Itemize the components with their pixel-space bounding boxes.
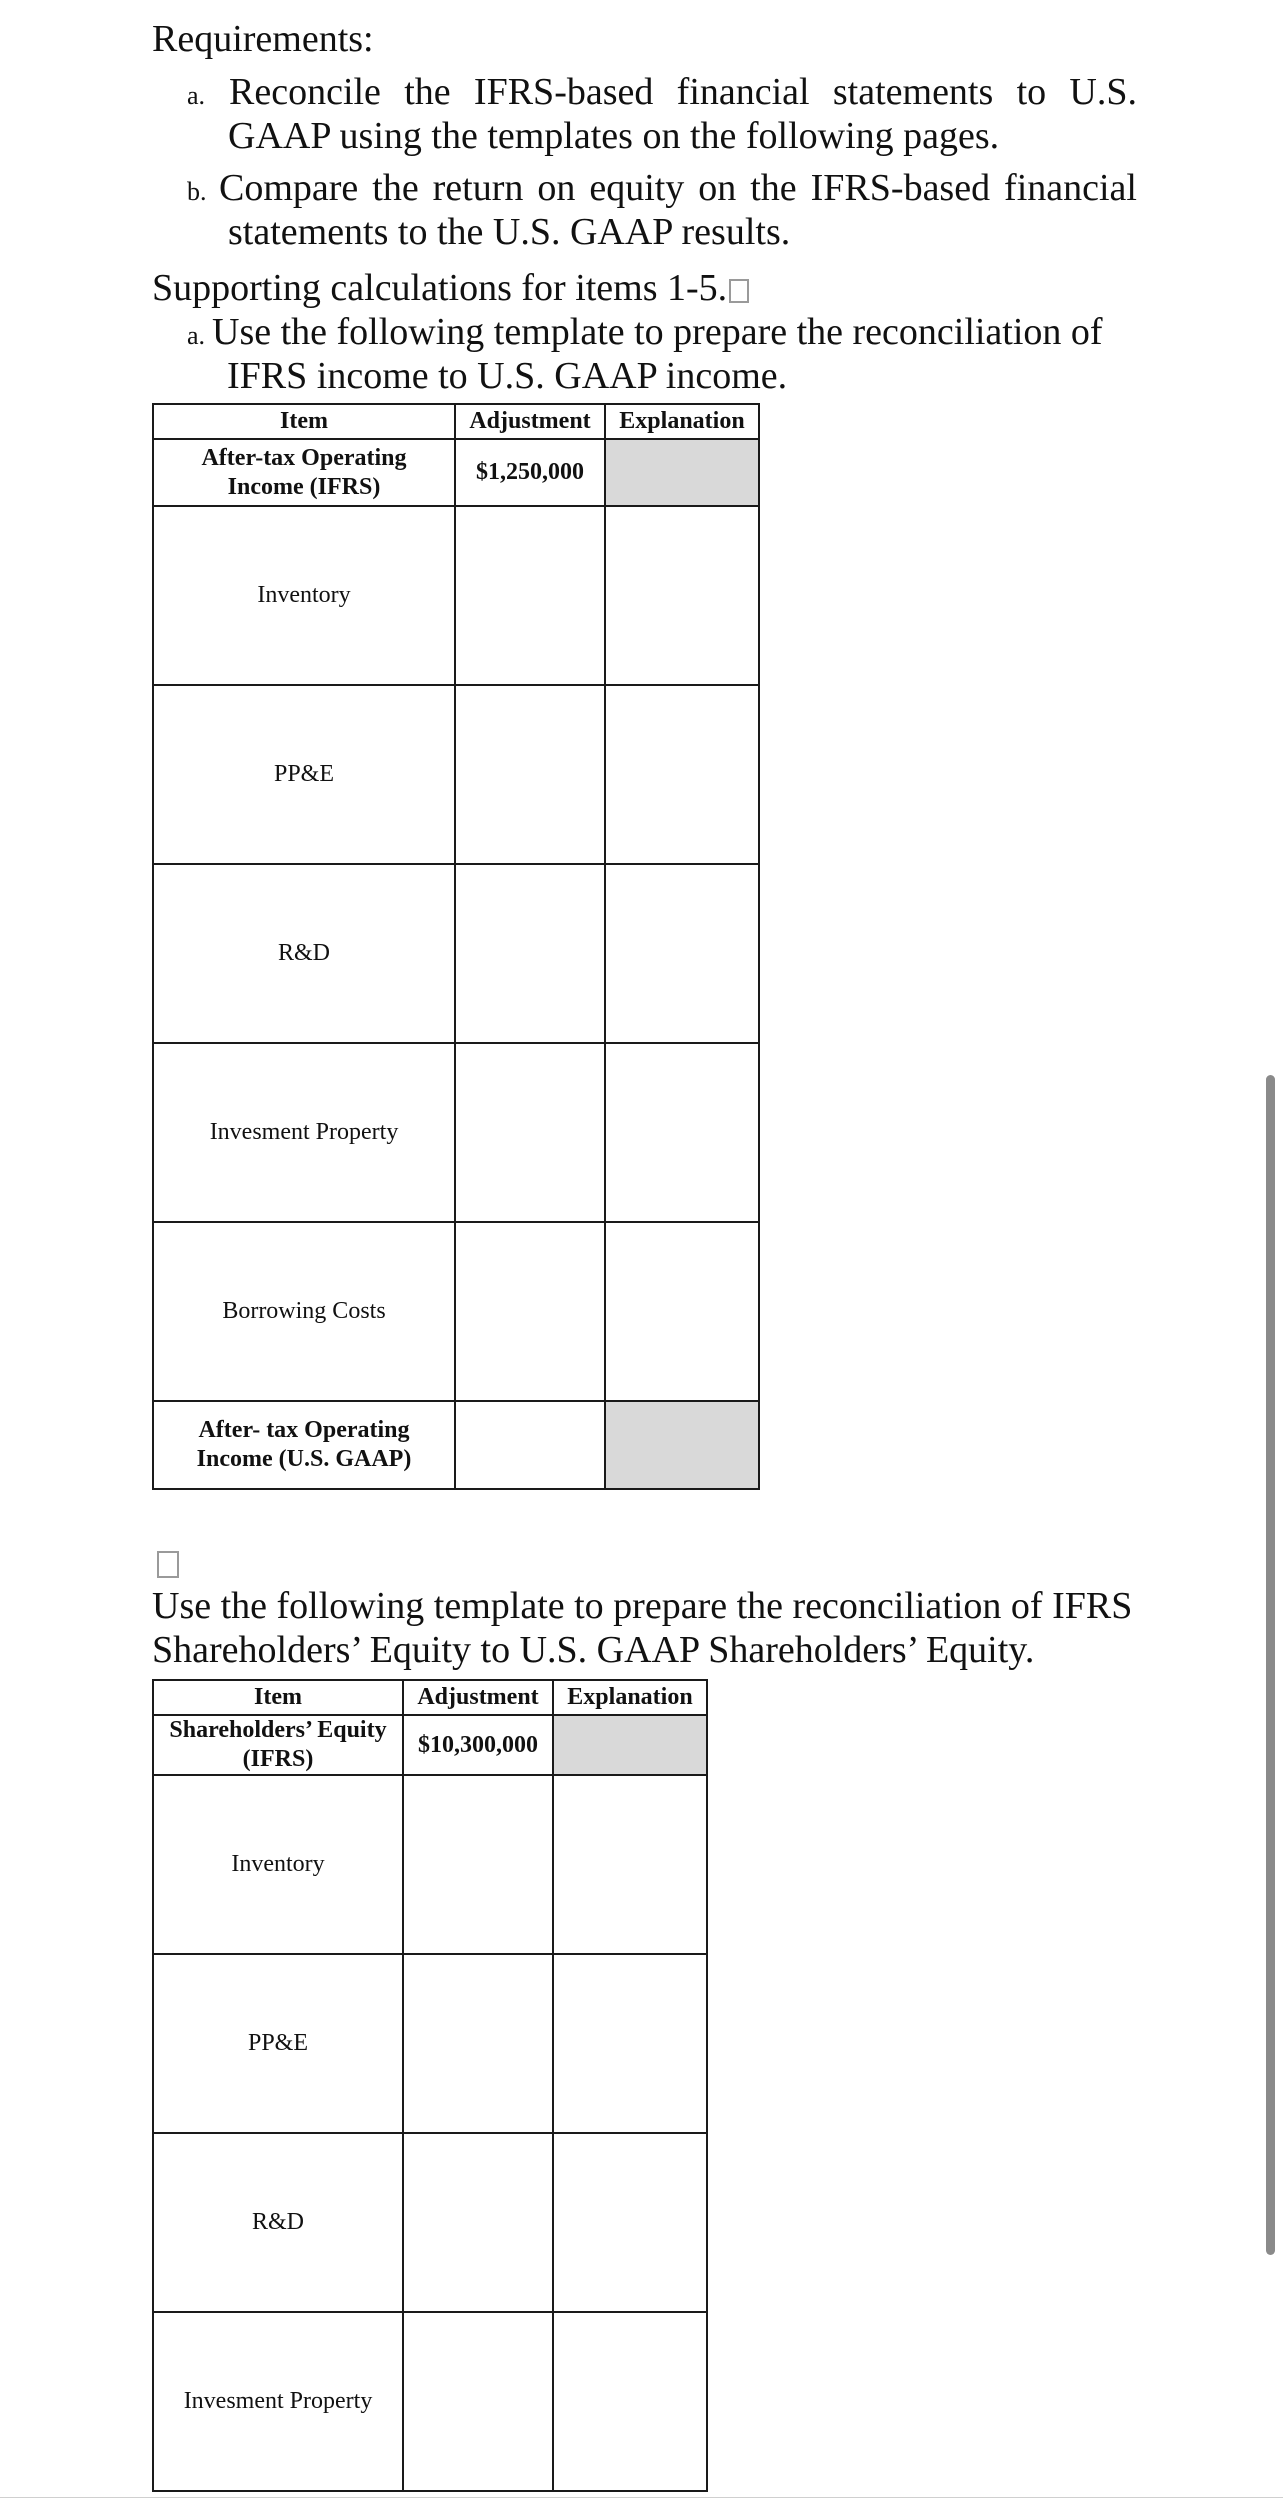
table-row	[153, 1401, 759, 1489]
adjustment-cell[interactable]	[403, 1775, 553, 1954]
item-line2: Income (U.S. GAAP)	[196, 1446, 412, 1472]
explanation-cell[interactable]	[605, 1222, 759, 1401]
list-letter: a.	[187, 81, 206, 110]
requirement-b-line1: Compare the return on equity on the IFRS-based financial	[219, 167, 1137, 209]
table-row	[153, 1715, 707, 1775]
table-row	[153, 1775, 707, 1954]
row-explanation-shaded	[553, 1715, 707, 1775]
explanation-cell[interactable]	[553, 1954, 707, 2133]
checkbox[interactable]	[729, 279, 749, 303]
supporting-item-a-line1: Use the following template to prepare the reconciliation of	[212, 311, 1103, 353]
explanation-cell[interactable]	[605, 506, 759, 685]
requirement-a-line2: GAAP using the templates on the following pages.	[228, 115, 1000, 157]
row-item	[153, 439, 455, 506]
adjustment-cell[interactable]	[455, 864, 605, 1043]
item-line1: Shareholders’ Equity	[169, 1717, 387, 1743]
adjustment-cell[interactable]	[455, 685, 605, 864]
row-item: Inventory	[153, 1775, 403, 1954]
supporting-heading-text: Supporting calculations for items 1-5.	[152, 267, 728, 309]
adjustment-cell[interactable]	[455, 1222, 605, 1401]
explanation-cell[interactable]	[553, 2133, 707, 2312]
table-row	[153, 685, 759, 864]
row-item: R&D	[153, 864, 455, 1043]
supporting-heading	[152, 265, 749, 311]
item-line2: Income (IFRS)	[227, 473, 381, 500]
header-explanation: Explanation	[553, 1680, 707, 1715]
row-item: PP&E	[153, 1954, 403, 2133]
table-row	[153, 506, 759, 685]
requirement-a	[187, 70, 1137, 158]
list-letter: b.	[187, 177, 207, 206]
requirement-b-line2: statements to the U.S. GAAP results.	[228, 211, 791, 253]
bottom-divider	[0, 2497, 1283, 2498]
row-explanation-shaded	[605, 439, 759, 506]
row-item	[153, 1715, 403, 1775]
explanation-cell[interactable]	[553, 1775, 707, 1954]
table-row	[153, 864, 759, 1043]
row-item: Invesment Property	[153, 2312, 403, 2491]
header-item: Item	[153, 404, 455, 439]
requirement-b	[187, 166, 1137, 254]
header-adjustment: Adjustment	[455, 404, 605, 439]
adjustment-cell[interactable]	[403, 2312, 553, 2491]
adjustment-cell[interactable]	[455, 1043, 605, 1222]
row-item: Borrowing Costs	[153, 1222, 455, 1401]
header-adjustment: Adjustment	[403, 1680, 553, 1715]
explanation-cell[interactable]	[553, 2312, 707, 2491]
adjustment-cell[interactable]	[403, 2133, 553, 2312]
table-header-row	[153, 1680, 707, 1715]
adjustment-cell[interactable]	[455, 506, 605, 685]
row-item: Inventory	[153, 506, 455, 685]
header-explanation: Explanation	[605, 404, 759, 439]
table-row	[153, 2312, 707, 2491]
row-item: R&D	[153, 2133, 403, 2312]
header-item: Item	[153, 1680, 403, 1715]
row-item: Invesment Property	[153, 1043, 455, 1222]
adjustment-cell[interactable]	[455, 1401, 605, 1489]
row-item	[153, 1401, 455, 1489]
explanation-cell[interactable]	[605, 685, 759, 864]
table-row	[153, 2133, 707, 2312]
row-item: PP&E	[153, 685, 455, 864]
explanation-cell[interactable]	[605, 1043, 759, 1222]
vertical-scrollbar[interactable]	[1266, 1075, 1275, 2255]
requirement-a-line1: Reconcile the IFRS-based financial statements to U.S.	[229, 71, 1137, 113]
item-line1: After- tax Operating	[198, 1417, 410, 1443]
row-adjustment: $10,300,000	[403, 1715, 553, 1775]
income-reconciliation-table	[152, 403, 760, 1490]
row-explanation-shaded	[605, 1401, 759, 1489]
row-adjustment: $1,250,000	[455, 439, 605, 506]
requirements-heading: Requirements:	[152, 18, 374, 60]
equity-instructions-line2: Shareholders’ Equity to U.S. GAAP Shareholders’ Equity.	[152, 1629, 1035, 1671]
table-row	[153, 1954, 707, 2133]
supporting-item-a	[187, 310, 1137, 398]
item-line1: After-tax Operating	[201, 444, 407, 471]
table-row	[153, 1043, 759, 1222]
table-row	[153, 1222, 759, 1401]
explanation-cell[interactable]	[605, 864, 759, 1043]
equity-reconciliation-table	[152, 1679, 708, 2492]
table-row	[153, 439, 759, 506]
item-line2: (IFRS)	[242, 1746, 314, 1772]
list-letter: a.	[187, 321, 206, 350]
checkbox[interactable]	[157, 1551, 179, 1578]
adjustment-cell[interactable]	[403, 1954, 553, 2133]
table-header-row	[153, 404, 759, 439]
supporting-item-a-line2: IFRS income to U.S. GAAP income.	[227, 355, 788, 397]
equity-instructions-line1: Use the following template to prepare the reconciliation of IFRS	[152, 1585, 1133, 1627]
